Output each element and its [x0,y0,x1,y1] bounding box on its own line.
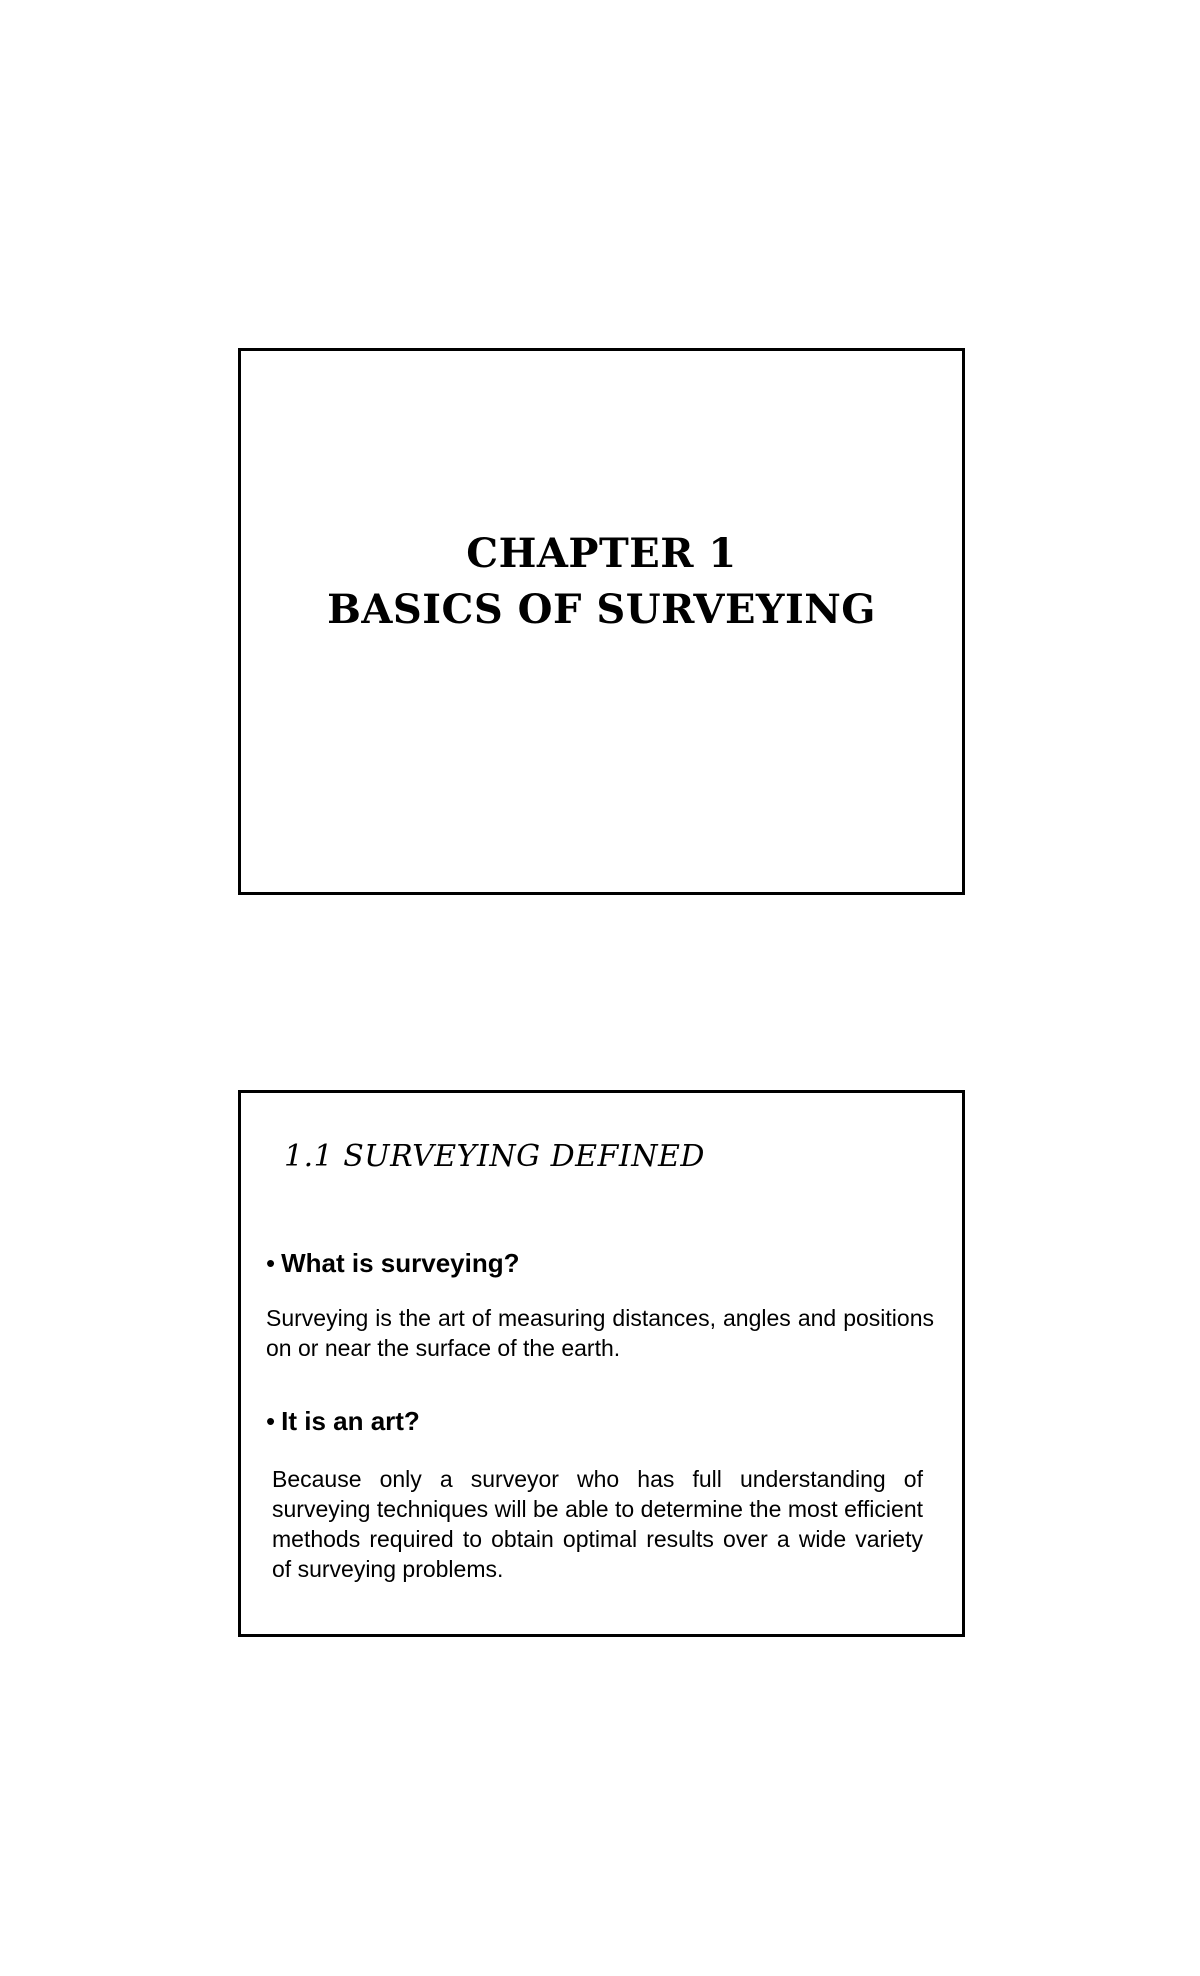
chapter-title [241,526,962,638]
chapter-title-line1: CHAPTER 1 [466,530,737,577]
bullet-text: It is an art? [281,1406,420,1436]
bullet-text: What is surveying? [281,1248,520,1278]
slide-chapter-title [238,348,965,895]
bullet-what-is-surveying [266,1248,520,1279]
bullet-icon: • [266,1248,276,1278]
bullet-is-it-an-art [266,1406,420,1437]
slide-surveying-defined [238,1090,965,1637]
paragraph-definition: Surveying is the art of measuring distances, angles and positions on or near the surface of the earth. [266,1305,934,1361]
chapter-title-line2: BASICS OF SURVEYING [327,586,876,633]
section-title: 1.1 SURVEYING DEFINED [284,1139,705,1174]
bullet-icon: • [266,1406,276,1436]
paragraph-art-explanation: Because only a surveyor who has full understanding of surveying techniques will be able to determine the most efficient methods required to obtain optimal results over a wide variety of surveying problems. [272,1466,923,1582]
